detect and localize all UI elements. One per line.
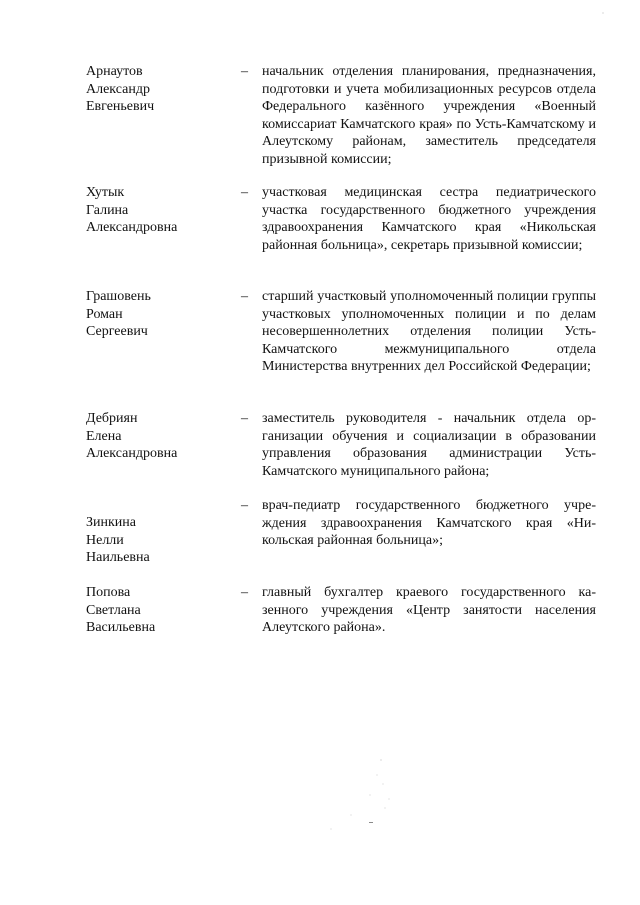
member-surname: Грашовень — [86, 289, 151, 304]
member-patronymic: Александровна — [86, 446, 178, 461]
member-surname: Зинкина — [86, 515, 136, 530]
member-surname: Попова — [86, 585, 131, 600]
member-patronymic: Наильевна — [86, 550, 150, 565]
member-first-name: Галина — [86, 202, 129, 218]
member-surname: Хутык — [86, 185, 125, 200]
member-name — [86, 410, 226, 463]
dash-separator: – — [241, 498, 248, 513]
member-patronymic: Евгеньевич — [86, 99, 155, 114]
member-patronymic: Александровна — [86, 220, 178, 235]
member-role-description: начальник отделения планирования, предназначения, подготовки и учета мобилизационных ресурсов отдела Федерального казённого учреждения «Военный комиссариат Камчатского края» по Усть-Камчатскому и Алеутскому районам, заместитель председателя призывной комиссии; — [262, 64, 596, 167]
member-role-description: врач-педиатр государственного бюджетного учреждения здравоохранения Камчатского края «Никольская районная больница»; — [262, 498, 596, 548]
dash-separator: – — [241, 411, 248, 426]
member-name — [86, 63, 226, 116]
member-first-name: Нелли — [86, 532, 124, 548]
member-role-description: участковая медицинская сестра педиатрического участка государственного бюджетного учреждения здравоохранения Камчатского края «Никольская районная больница», секретарь призывной комиссии; — [262, 185, 596, 253]
dash-separator: – — [241, 185, 248, 200]
member-patronymic: Васильевна — [86, 620, 156, 635]
dash-separator: – — [241, 289, 248, 304]
member-role-description: заместитель руководителя - начальник отдела организации обучения и социализации в образовании управления образования администрации Усть-Камчатского муниципального района; — [262, 411, 596, 479]
member-name — [86, 184, 226, 237]
member-first-name: Елена — [86, 428, 122, 444]
member-role-description: старший участковый уполномоченный полиции группы участковых уполномоченных полиции и по делам несовершеннолетних отделения полиции Усть-Камчатского межмуниципального отдела Министерства внутренних дел Российской Федерации; — [262, 289, 596, 374]
member-patronymic: Сергеевич — [86, 324, 148, 339]
member-first-name: Роман — [86, 306, 123, 322]
member-name — [86, 288, 226, 341]
dash-separator: – — [241, 585, 248, 600]
member-surname: Арнаутов — [86, 64, 143, 79]
member-first-name: Светлана — [86, 602, 141, 618]
member-name — [86, 584, 226, 637]
dash-separator: – — [241, 64, 248, 79]
member-first-name: Александр — [86, 81, 150, 97]
member-name — [86, 514, 226, 567]
member-surname: Дебриян — [86, 411, 138, 426]
member-role-description: главный бухгалтер краевого государственного казенного учреждения «Центр занятости населения Алеутского района». — [262, 585, 596, 635]
